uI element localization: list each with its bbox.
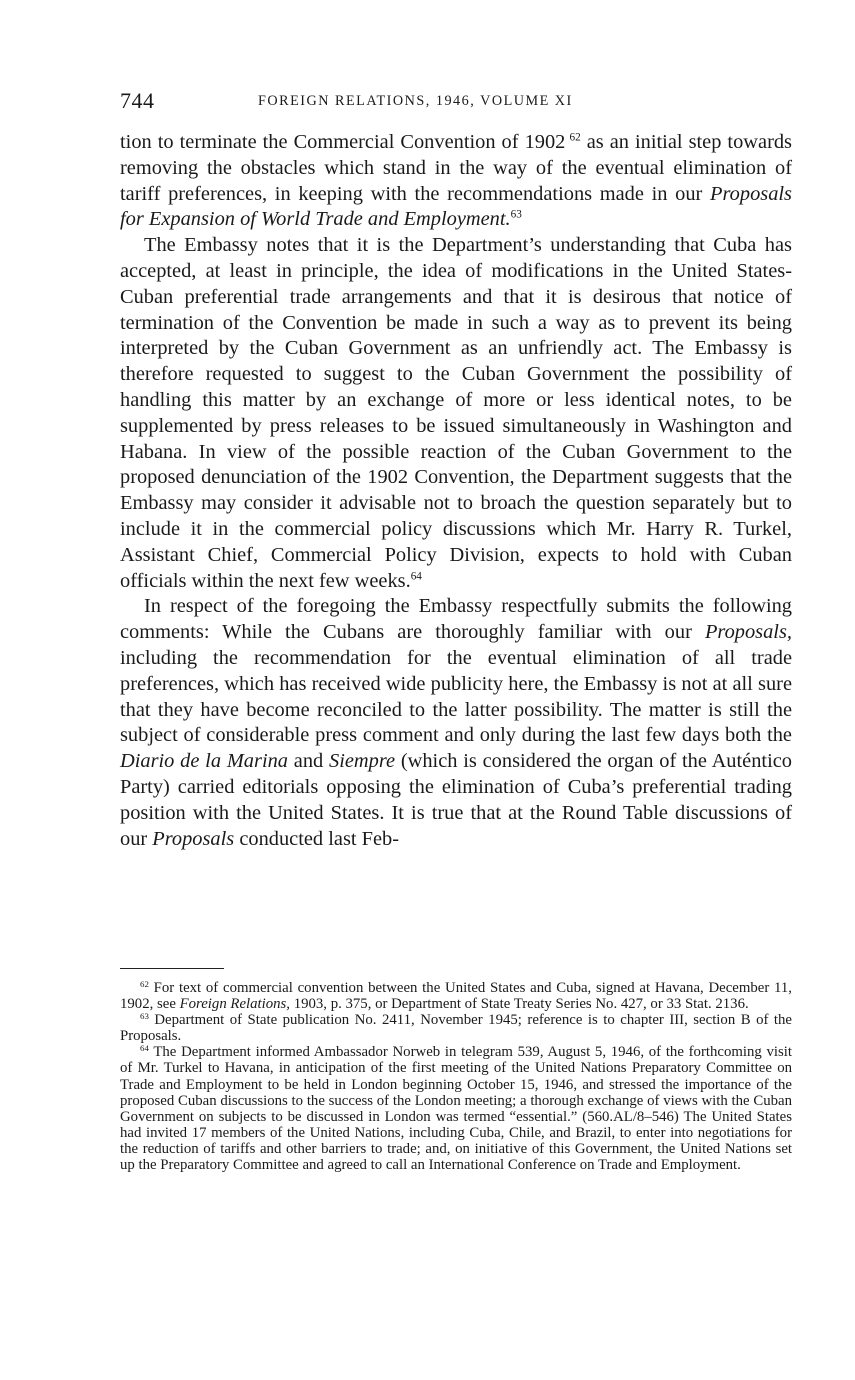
paragraph-3: In respect of the foregoing the Embassy respectfully submits the following comments: While the Cubans are thoroughly familiar with our Proposals, including the recommendation for the eventual elimination of all trade preferences, which has received wide publicity here, the Embassy is not at all sure that they have become reconciled to the latter possibility. The matter is still the subject of considerable press comment and only during the last few days both the Diario de la Marina and Siempre (which is considered the organ of the Auténtico Party) carried editorials opposing the elimination of Cuba’s preferential trading position with the United States. It is true that at the Round Table discussions of our Proposals conducted last Feb- <box>120 595 792 850</box>
page-number: 744 <box>120 88 155 113</box>
footnotes <box>120 980 792 1173</box>
paragraph-1: tion to terminate the Commercial Convention of 1902 $^{62}$ as an initial step towards removing the obstacles which stand in the way of the eventual elimination of tariff preferences, in keeping with the recommendations made in our Proposals for Expansion of World Trade and Employment.$^{63}$ <box>120 131 792 231</box>
footnote-ref-62[interactable]: 62 <box>569 131 581 144</box>
running-head: FOREIGN RELATIONS, 1946, VOLUME XI <box>258 93 573 109</box>
italic-title-proposals: Proposals for Expansion of World Trade and Employment. <box>120 182 792 231</box>
footnote-62: $^{62}$ For text of commercial convention between the United States and Cuba, signed at Havana, December 11, 1902, see Foreign Relations, 1903, p. 375, or Department of State Treaty Series No. 427, or 33 Stat. 2136. <box>120 979 792 1013</box>
paragraph-2: The Embassy notes that it is the Department’s understanding that Cuba has accepted, at least in principle, the idea of modifications in the United States-Cuban preferential trade arrangements and that it is desirous that notice of termination of the Convention be made in such a way as to prevent its being interpreted by the Cuban Government as an unfriendly act. The Embassy is therefore requested to suggest to the Cuban Government the possibility of handling this matter by an exchange of more or less identical notes, to be supplemented by press releases to be issued simultaneously in Washington and Habana. In view of the possible reaction of the Cuban Government to the proposed denunciation of the 1902 Convention, the Department suggests that the Embassy may consider it advisable not to broach the question separately but to include it in the commercial policy discussions which Mr. Harry R. Turkel, Assistant Chief, Commercial Policy Division, expects to hold with Cuban officials within the next few weeks.$^{64}$ <box>120 234 792 592</box>
footnote-divider <box>120 968 224 969</box>
footnote-ref-63[interactable]: 63 <box>510 209 522 222</box>
footnote-64: $^{64}$ The Department informed Ambassador Norweb in telegram 539, August 5, 1946, of the forthcoming visit of Mr. Turkel to Havana, in anticipation of the first meeting of the United Nations Preparatory Committee on Trade and Employment to be held in London beginning October 15, 1946, and stressed the importance of the proposed Cuban discussions to the success of the London meeting; a thorough exchange of views with the Cuban Government on subjects to be discussed in London was termed “essential.” (560.AL/8–546) The United States had invited 17 members of the United Nations, including Cuba, Chile, and Brazil, to enter into negotiations for the reduction of tariffs and other barriers to trade; and, on initiative of this Government, the United Nations set up the Preparatory Committee and agreed to call an International Conference on Trade and Employment. <box>120 1043 792 1174</box>
footnote-63: $^{63}$ Department of State publication No. 2411, November 1945; reference is to chapter III, section B of the Proposals. <box>120 1011 792 1045</box>
body-text <box>120 130 792 852</box>
page-header <box>120 88 792 118</box>
footnote-ref-64[interactable]: 64 <box>410 570 422 583</box>
